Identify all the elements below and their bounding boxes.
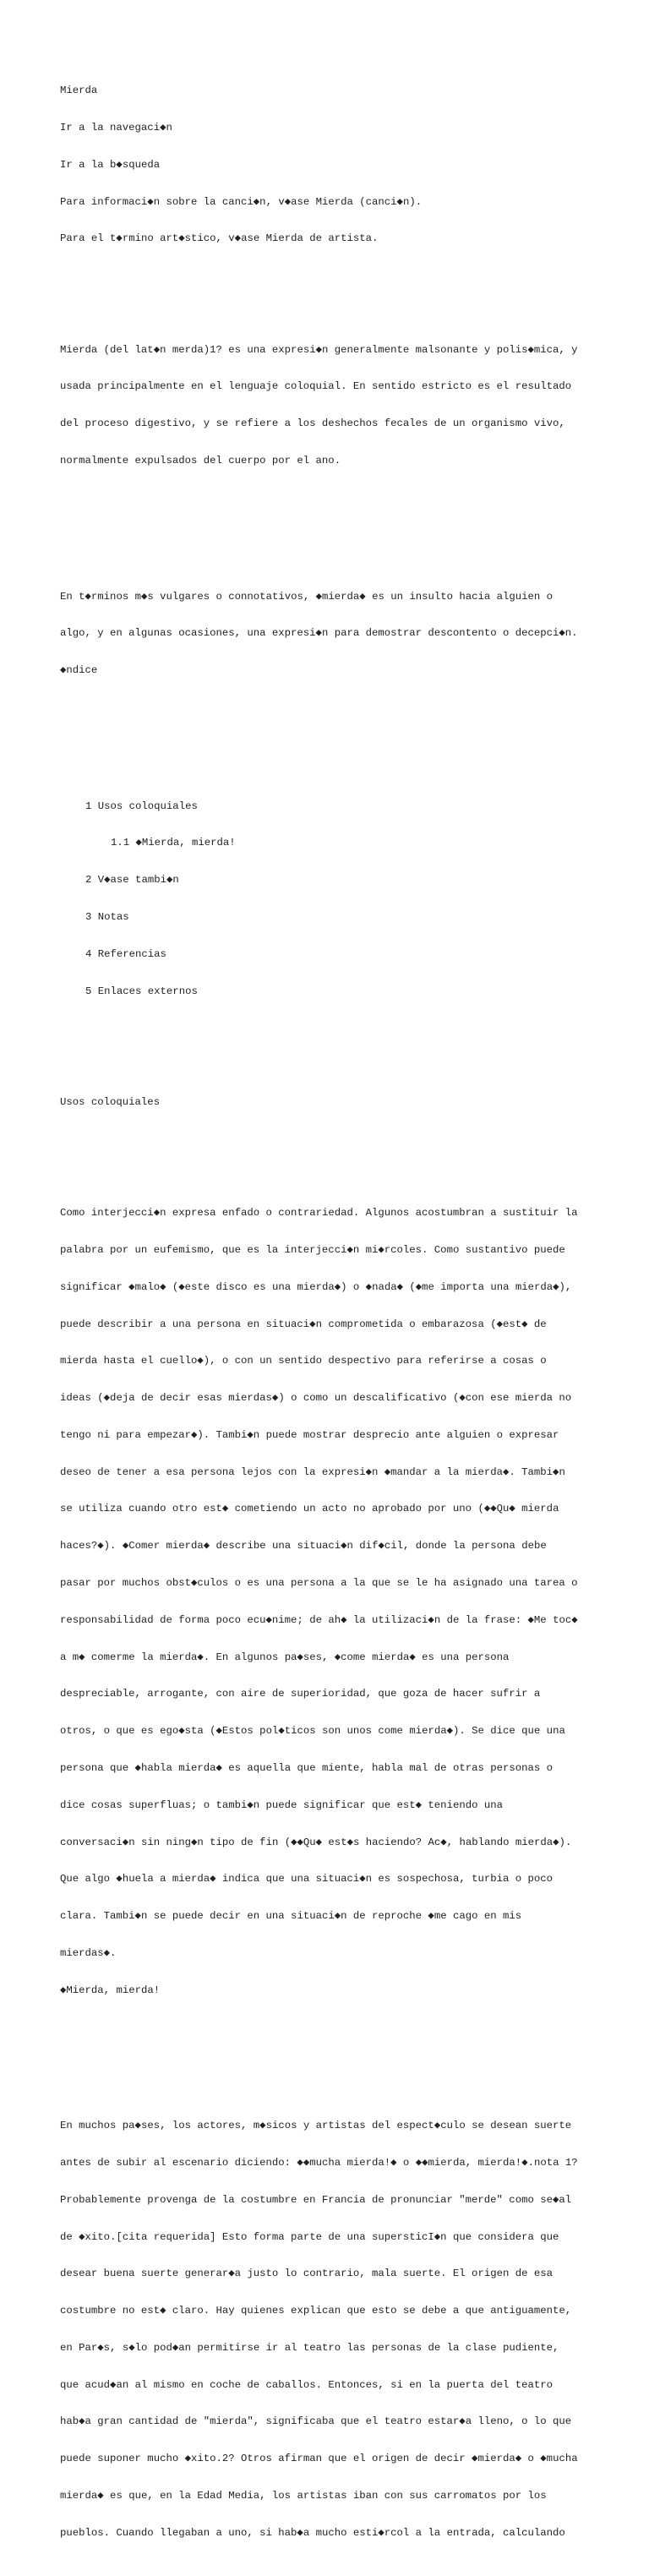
intro-paragraph-2 bbox=[60, 565, 601, 701]
toc-item-vease-tambien[interactable]: 2 V◆ase tambi◆n bbox=[85, 874, 179, 887]
text-line: desear buena suerte generar◆a justo lo contrario, mala suerte. El origen de esa bbox=[60, 2268, 553, 2280]
page-title: Mierda bbox=[60, 85, 98, 97]
text-line: haces?◆). ◆Comer mierda◆ describe una situaci◆n dif◆cil, donde la persona debe bbox=[60, 1540, 547, 1553]
text-line: Que algo ◆huela a mierda◆ indica que una situaci◆n es sospechosa, turbia o poco bbox=[60, 1873, 554, 1886]
nav-link[interactable]: Ir a la navegaci◆n bbox=[60, 121, 172, 134]
text-line: Como interjecci◆n expresa enfado o contrariedad. Algunos acostumbran a sustituir la bbox=[60, 1207, 578, 1220]
text-line: clara. Tambi◆n se puede decir en una situaci◆n de reproche ◆me cago en mis bbox=[60, 1910, 522, 1923]
toc-item-referencias[interactable]: 4 Referencias bbox=[85, 947, 166, 960]
text-line: de ◆xito.[cita requerida] Esto forma parte de una supersticI◆n que considera que bbox=[60, 2230, 559, 2243]
text-line: despreciable, arrogante, con aire de superioridad, que goza de hacer sufrir a bbox=[60, 1688, 541, 1700]
toc-item-notas[interactable]: 3 Notas bbox=[85, 910, 129, 923]
text-line: puede describir a una persona en situaci◆n comprometida o embarazosa (◆est◆ de bbox=[60, 1318, 547, 1330]
text-line: En muchos pa◆ses, los actores, m◆sicos y artistas del espect◆culo se desean suerte bbox=[60, 2120, 572, 2132]
text-line: mierda◆ es que, en la Edad Media, los artistas iban con sus carromatos por los bbox=[60, 2489, 547, 2502]
text-line: pueblos. Cuando llegaban a uno, si hab◆a mucho esti◆rcol a la entrada, calculando bbox=[60, 2526, 565, 2539]
toc-item-mierda-mierda[interactable]: 1.1 ◆Mierda, mierda! bbox=[111, 837, 236, 849]
disambiguation-note-artist: Para el t◆rmino art◆stico, v◆ase Mierda de artista. bbox=[60, 232, 379, 245]
text-line: persona que ◆habla mierda◆ es aquella que miente, habla mal de otras personas o bbox=[60, 1761, 554, 1774]
text-line: mierdas◆. bbox=[60, 1946, 117, 1959]
text-line: a m◆ comerme la mierda◆. En algunos pa◆ses, ◆come mierda◆ es una persona bbox=[60, 1651, 510, 1663]
toc-item-usos-coloquiales[interactable]: 1 Usos coloquiales bbox=[85, 800, 198, 812]
text-line: conversaci◆n sin ning◆n tipo de fin (◆◆Qu◆ est◆s haciendo? Ac◆, hablando mierda◆). bbox=[60, 1836, 572, 1848]
intro-paragraph-1 bbox=[60, 319, 601, 491]
text-line: significar ◆malo◆ (◆este disco es una mierda◆) o ◆nada◆ (◆me importa una mierda◆), bbox=[60, 1280, 572, 1293]
text-line: En t◆rminos m◆s vulgares o connotativos, ◆mierda◆ es un insulto hacia alguien o bbox=[60, 590, 554, 603]
toc-item-enlaces-externos[interactable]: 5 Enlaces externos bbox=[85, 985, 198, 997]
text-line: ideas (◆deja de decir esas mierdas◆) o como un descalificativo (◆con ese mierda no bbox=[60, 1392, 572, 1405]
text-line: mierda hasta el cuello◆), o con un sentido despectivo para referirse a cosas o bbox=[60, 1355, 547, 1367]
text-line: se utiliza cuando otro est◆ cometiendo un acto no aprobado por uno (◆◆Qu◆ mierda bbox=[60, 1503, 559, 1515]
text-line: palabra por un eufemismo, que es la interjecci◆n mi◆rcoles. Como sustantivo puede bbox=[60, 1244, 565, 1256]
text-line: Mierda (del lat◆n merda)1? es una expresi◆n generalmente malsonante y polis◆mica, y bbox=[60, 343, 578, 356]
document-page bbox=[60, 60, 601, 2576]
text-line: costumbre no est◆ claro. Hay quienes explican que esto se debe a que antiguamente, bbox=[60, 2305, 572, 2317]
text-line: puede suponer mucho ◆xito.2? Otros afirman que el origen de decir ◆mierda◆ o ◆mucha bbox=[60, 2453, 578, 2465]
text-line: del proceso digestivo, y se refiere a los deshechos fecales de un organismo vivo, bbox=[60, 418, 565, 430]
text-line: hab◆a gran cantidad de "mierda", significaba que el teatro estar◆a lleno, o lo que bbox=[60, 2415, 572, 2428]
text-line: antes de subir al escenario diciendo: ◆◆mucha mierda!◆ o ◆◆mierda, mierda!◆.nota 1? bbox=[60, 2156, 578, 2169]
text-line: dice cosas superfluas; o tambi◆n puede significar que est◆ teniendo una bbox=[60, 1798, 503, 1811]
text-line: otros, o que es ego◆sta (◆Estos pol◆ticos son unos come mierda◆). Se dice que una bbox=[60, 1725, 565, 1738]
disambiguation-note-song: Para informaci◆n sobre la canci◆n, v◆ase Mierda (canci◆n). bbox=[60, 195, 423, 208]
text-line: tengo ni para empezar◆). Tambi◆n puede mostrar desprecio ante alguien o expresar bbox=[60, 1428, 559, 1441]
text-line: Probablemente provenga de la costumbre en Francia de pronunciar "merde" como se◆al bbox=[60, 2193, 572, 2206]
text-line: deseo de tener a esa persona lejos con la expresi◆n ◆mandar a la mierda◆. Tambi◆n bbox=[60, 1465, 565, 1478]
text-line: pasar por muchos obst◆culos o es una persona a la que se le ha asignado una tarea o bbox=[60, 1577, 578, 1590]
section-usos-coloquiales-body bbox=[60, 1182, 601, 2021]
section-heading: Usos coloquiales bbox=[60, 1095, 161, 1108]
text-line: que acud◆an al mismo en coche de caballos. Entonces, si en la puerta del teatro bbox=[60, 2378, 553, 2391]
text-line: normalmente expulsados del cuerpo por el ano. bbox=[60, 455, 341, 467]
table-of-contents bbox=[60, 775, 601, 1022]
toc-heading: ◆ndice bbox=[60, 664, 98, 677]
search-link[interactable]: Ir a la b◆squeda bbox=[60, 158, 161, 171]
text-line: usada principalmente en el lenguaje coloquial. En sentido estricto es el resultado bbox=[60, 380, 572, 393]
text-line: algo, y en algunas ocasiones, una expresi◆n para demostrar descontento o decepci◆n. bbox=[60, 627, 578, 640]
section-mierda-mierda-body bbox=[60, 2095, 601, 2564]
text-line: en Par◆s, s◆lo pod◆an permitirse ir al teatro las personas de la clase pudiente, bbox=[60, 2341, 559, 2354]
subsection-heading: ◆Mierda, mierda! bbox=[60, 1984, 161, 1996]
text-line: responsabilidad de forma poco ecu◆nime; de ah◆ la utilizaci◆n de la frase: ◆Me toc◆ bbox=[60, 1613, 578, 1626]
